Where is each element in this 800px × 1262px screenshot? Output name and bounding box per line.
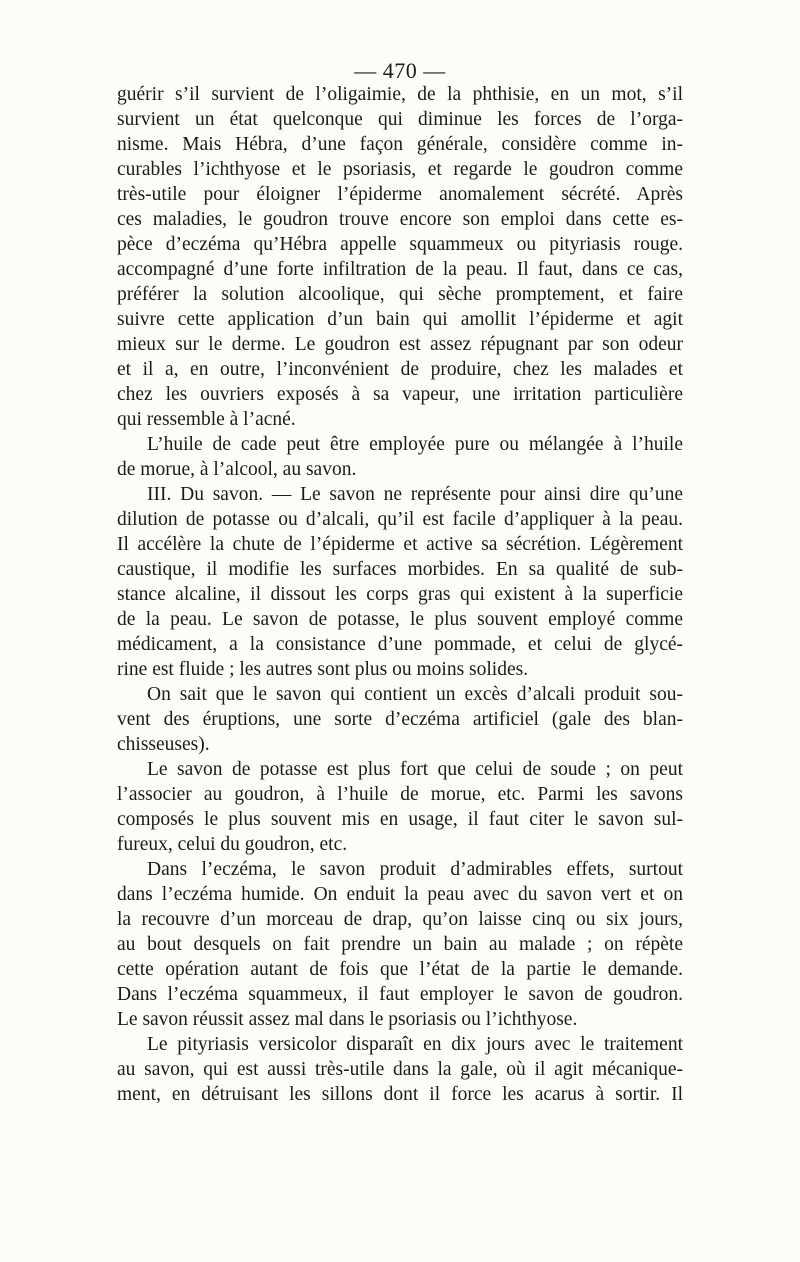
text-line: préférer la solution alcoolique, qui sèche promptement, et faire bbox=[117, 284, 683, 305]
text-line: dilution de potasse ou d’alcali, qu’il est facile d’appliquer à la peau. bbox=[117, 509, 683, 530]
page-number: — 470 — bbox=[354, 58, 446, 83]
text-line: composés le plus souvent mis en usage, il faut citer le savon sul- bbox=[117, 809, 683, 830]
text-line: ment, en détruisant les sillons dont il force les acarus à sortir. Il bbox=[117, 1084, 683, 1105]
text-line: et il a, en outre, l’inconvénient de produire, chez les malades et bbox=[117, 359, 683, 380]
text-line: cette opération autant de fois que l’état de la partie le demande. bbox=[117, 959, 683, 980]
text-line: très-utile pour éloigner l’épiderme anomalement sécrété. Après bbox=[117, 184, 683, 205]
text-line: l’associer au goudron, à l’huile de morue, etc. Parmi les savons bbox=[117, 784, 683, 805]
text-line: qui ressemble à l’acné. bbox=[117, 409, 296, 430]
text-line: Il accélère la chute de l’épiderme et active sa sécrétion. Légèrement bbox=[117, 534, 683, 555]
text-line: guérir s’il survient de l’oligaimie, de la phthisie, en un mot, s’il bbox=[117, 84, 683, 105]
text-line: au bout desquels on fait prendre un bain au malade ; on répète bbox=[117, 934, 683, 955]
text-line: fureux, celui du goudron, etc. bbox=[117, 834, 348, 855]
text-line: L’huile de cade peut être employée pure ou mélangée à l’huile bbox=[147, 434, 683, 455]
text-line: mieux sur le derme. Le goudron est assez répugnant par son odeur bbox=[117, 334, 683, 355]
text-line: stance alcaline, il dissout les corps gras qui existent à la superficie bbox=[117, 584, 683, 605]
text-line: curables l’ichthyose et le psoriasis, et regarde le goudron comme bbox=[117, 159, 683, 180]
text-line: accompagné d’une forte infiltration de la peau. Il faut, dans ce cas, bbox=[117, 259, 683, 280]
text-line: de morue, à l’alcool, au savon. bbox=[117, 459, 357, 480]
text-line: Le savon de potasse est plus fort que celui de soude ; on peut bbox=[147, 759, 683, 780]
text-line: suivre cette application d’un bain qui amollit l’épiderme et agit bbox=[117, 309, 683, 330]
text-line: de la peau. Le savon de potasse, le plus souvent employé comme bbox=[117, 609, 683, 630]
text-line: rine est fluide ; les autres sont plus ou moins solides. bbox=[117, 659, 529, 680]
text-line: au savon, qui est aussi très-utile dans la gale, où il agit mécanique- bbox=[117, 1059, 683, 1080]
text-line: ces maladies, le goudron trouve encore son emploi dans cette es- bbox=[117, 209, 683, 230]
text-line: la recouvre d’un morceau de drap, qu’on laisse cinq ou six jours, bbox=[117, 909, 683, 930]
text-line: Le savon réussit assez mal dans le psoriasis ou l’ichthyose. bbox=[117, 1009, 578, 1030]
text-line: Le pityriasis versicolor disparaît en dix jours avec le traitement bbox=[147, 1034, 683, 1055]
text-line: Dans l’eczéma, le savon produit d’admirables effets, surtout bbox=[147, 859, 683, 880]
text-line: caustique, il modifie les surfaces morbides. En sa qualité de sub- bbox=[117, 559, 683, 580]
text-line: Dans l’eczéma squammeux, il faut employer le savon de goudron. bbox=[117, 984, 683, 1005]
text-line: pèce d’eczéma qu’Hébra appelle squammeux ou pityriasis rouge. bbox=[117, 234, 683, 255]
text-line: III. Du savon. — Le savon ne représente pour ainsi dire qu’une bbox=[147, 484, 683, 505]
text-line: chisseuses). bbox=[117, 734, 210, 755]
text-line: nisme. Mais Hébra, d’une façon générale, considère comme in- bbox=[117, 134, 683, 155]
text-line: vent des éruptions, une sorte d’eczéma artificiel (gale des blan- bbox=[117, 709, 683, 730]
text-line: médicament, a la consistance d’une pommade, et celui de glycé- bbox=[117, 634, 683, 655]
text-line: chez les ouvriers exposés à sa vapeur, une irritation particulière bbox=[117, 384, 683, 405]
text-line: survient un état quelconque qui diminue les forces de l’orga- bbox=[117, 109, 683, 130]
text-line: dans l’eczéma humide. On enduit la peau avec du savon vert et on bbox=[117, 884, 683, 905]
text-line: On sait que le savon qui contient un excès d’alcali produit sou- bbox=[147, 684, 683, 705]
body-text bbox=[117, 82, 683, 1107]
